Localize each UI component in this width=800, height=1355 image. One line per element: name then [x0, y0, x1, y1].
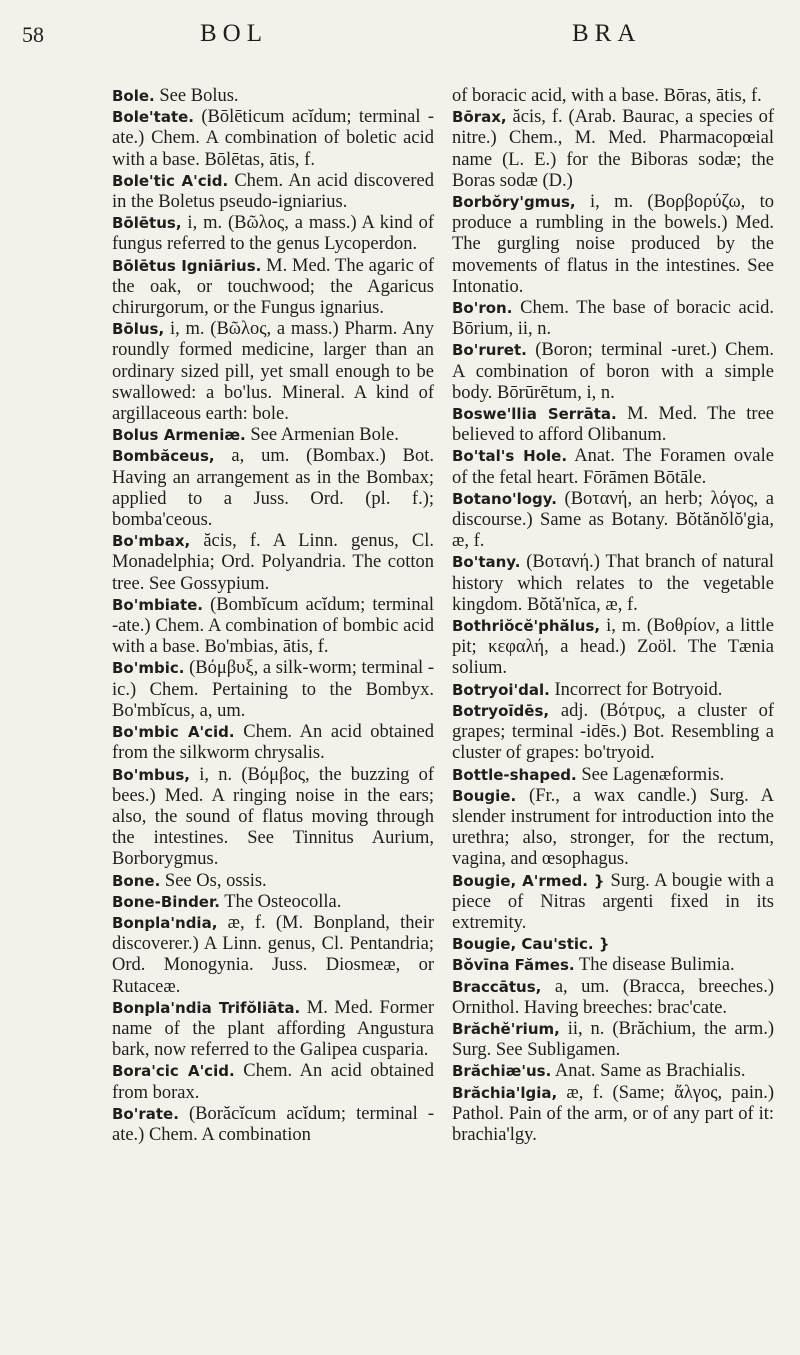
dictionary-entry	[112, 1104, 434, 1146]
entry-definition: æ, f. (M. Bonpland, their discoverer.) A Linn. genus, Cl. Pentandria; Ord. Monogynia. Juss. Diosmeæ, or Rutaceæ.	[112, 912, 434, 997]
entry-headword: Bone-Binder.	[112, 892, 220, 911]
entry-headword: Botryoīdēs,	[452, 701, 550, 720]
entry-headword: Borbŏry'gmus,	[452, 193, 576, 212]
entry-definition: (Bombĭcum acĭdum; terminal -ate.) Chem. A combination of bombic acid with a base. Bo'mbias, ātis, f.	[112, 594, 434, 658]
dictionary-entry	[452, 552, 774, 616]
dictionary-entry	[452, 86, 774, 107]
entry-definition: ăcis, f. A Linn. genus, Cl. Monadelphia; Ord. Polyandria. The cotton tree. See Gossypium.	[112, 531, 434, 594]
dictionary-entry	[112, 86, 434, 107]
dictionary-entry	[112, 871, 434, 892]
entry-definition: i, n. (Βόμβος, the buzzing of bees.) Med. A ringing noise in the ears; also, the sound of flatus moving through the intestines. See Tinnitus Aurium, Borborygmus.	[112, 764, 434, 870]
entry-headword: Bo'mbax,	[112, 532, 191, 551]
dictionary-entry	[452, 298, 774, 340]
entry-headword: Bōlētus,	[112, 214, 182, 233]
dictionary-entry	[452, 977, 774, 1019]
entry-headword: Brăchiæ'us.	[452, 1062, 552, 1081]
entry-definition: M. Med. Former name of the plant affording Angustura bark, now referred to the Galipea cusparia.	[112, 997, 435, 1061]
entry-headword: Bo'mbic A'cid.	[112, 723, 235, 742]
entry-definition: a, um. (Bracca, breeches.) Ornithol. Having breeches: brac'cate.	[452, 976, 774, 1018]
dictionary-entry	[112, 531, 434, 595]
dictionary-entry	[112, 446, 434, 531]
entry-headword: Bo'ron.	[452, 299, 513, 318]
entry-headword: Bōrax,	[452, 108, 507, 127]
entry-definition: of boracic acid, with a base. Bōras, ātis, f.	[452, 86, 762, 106]
entry-definition: ii, n. (Brăchium, the arm.) Surg. See Subligamen.	[452, 1018, 774, 1061]
entry-definition: M. Med. The tree believed to afford Olibanum.	[452, 404, 774, 446]
entry-definition: Incorrect for Botryoid.	[549, 679, 723, 700]
dictionary-entry	[452, 680, 774, 701]
entry-definition: (Βόμβυξ, a silk-worm; terminal -ic.) Chem. Pertaining to the Bombyx. Bo'mbĭcus, a, um.	[112, 658, 434, 721]
dictionary-entry	[112, 319, 434, 425]
entry-headword: Bo'tany.	[452, 553, 521, 572]
dictionary-entry	[112, 998, 434, 1062]
entry-definition: i, m. (Βορβορύζω, to produce a rumbling in the bowels.) Med. The gurgling noise produced by the movements of flatus in the intestines. See Intonatio.	[452, 192, 774, 297]
right-column	[452, 86, 774, 1146]
entry-definition: ăcis, f. (Arab. Baurac, a species of nitre.) Chem., M. Med. Pharmacopœial name (L. E.) for the Biboras sodæ; the Boras sodæ (D.)	[452, 107, 774, 191]
entry-definition: i, m. (Βῶλος, a mass.) Pharm. Any roundly formed medicine, larger than an ordinary sized pill, yet small enough to be swallowed: a bo'lus. Mineral. A kind of argillaceous earth: bole.	[112, 319, 434, 425]
entry-headword: Bōlētus Igniārius.	[112, 256, 262, 275]
dictionary-entry	[452, 1083, 774, 1147]
entry-headword: Bottle-shaped.	[452, 765, 577, 784]
dictionary-entry	[452, 955, 774, 976]
entry-headword: Boswe'llia Serrāta.	[452, 405, 617, 424]
dictionary-entry	[452, 489, 774, 553]
entry-definition: æ, f. (Same; ἄλγος, pain.) Pathol. Pain of the arm, or of any part of it: brachia'lgy.	[452, 1082, 774, 1145]
entry-definition: (Bōlēticum acĭdum; terminal -ate.) Chem. A combination of boletic acid with a base. Bōlētas, ātis, f.	[112, 107, 434, 170]
entry-definition: The disease Bulimia.	[574, 955, 735, 976]
dictionary-entry	[452, 192, 774, 298]
entry-headword: Botryoi'dal.	[452, 680, 550, 699]
left-guide-word: BOL	[200, 20, 268, 47]
dictionary-entry	[452, 871, 774, 935]
running-header	[0, 10, 800, 50]
dictionary-entry	[112, 722, 434, 764]
entry-headword: Botano'logy.	[452, 489, 557, 508]
entry-headword: Bonpla'ndia Trifŏliāta.	[112, 998, 301, 1017]
dictionary-entry	[112, 1061, 434, 1103]
entry-definition: (Βοτανή, an herb; λόγος, a discourse.) Same as Botany. Bŏtănŏlŏ'gia, æ, f.	[452, 488, 774, 552]
entry-headword: Bole'tate.	[112, 108, 194, 127]
dictionary-entry	[112, 171, 434, 213]
entry-headword: Bo'rate.	[112, 1104, 179, 1123]
entry-definition: The Osteocolla.	[219, 891, 342, 912]
entry-headword: Bolus Armeniæ.	[112, 426, 246, 445]
entry-headword: Bōlus,	[112, 320, 165, 339]
right-guide-word: BRA	[572, 20, 642, 47]
dictionary-entry	[452, 786, 774, 871]
entry-definition: M. Med. The agaric of the oak, or touchwood; the Agaricus chirurgorum, or the Fungus ignarius.	[112, 255, 434, 319]
dictionary-entry	[112, 892, 434, 913]
entry-definition: (Boron; terminal -uret.) Chem. A combination of boron with a simple body. Bōrūrētum, i, n.	[452, 340, 774, 403]
dictionary-entry	[452, 934, 774, 955]
entry-headword: Bougie, Cau'stic. }	[452, 935, 610, 954]
dictionary-entry	[452, 1061, 774, 1082]
entry-definition: See Bolus.	[154, 86, 239, 106]
entry-headword: Bo'mbic.	[112, 659, 185, 678]
entry-definition: (Borăcĭcum acĭdum; terminal -ate.) Chem. A combination	[112, 1103, 434, 1145]
entry-definition: Surg. A bougie with a piece of Nitras argenti fixed in its extremity.	[452, 870, 774, 933]
entry-headword: Brăchia'lgia,	[452, 1083, 558, 1102]
dictionary-entry	[112, 913, 434, 998]
entry-definition: See Os, ossis.	[160, 870, 267, 891]
entry-definition: See Armenian Bole.	[245, 425, 399, 446]
entry-definition: Chem. An acid obtained from borax.	[112, 1061, 435, 1103]
dictionary-entry	[112, 425, 434, 446]
entry-definition: Chem. An acid discovered in the Boletus pseudo-igniarius.	[112, 170, 434, 213]
entry-definition: i, m. (Βῶλος, a mass.) A kind of fungus referred to the genus Lycoperdon.	[112, 213, 434, 255]
entry-headword: Brăchĕ'rium,	[452, 1019, 560, 1038]
entry-headword: Bole.	[112, 87, 155, 105]
dictionary-entry	[112, 765, 434, 871]
entry-headword: Bo'mbiate.	[112, 595, 204, 614]
entry-definition: i, m. (Βοθρίον, a little pit; κεφαλή, a head.) Zoöl. The Tænia solium.	[452, 616, 774, 679]
entry-definition: See Lagenæformis.	[576, 764, 725, 785]
entry-headword: Bo'tal's Hole.	[452, 447, 568, 466]
dictionary-entry	[112, 256, 434, 320]
entry-headword: Bole'tic A'cid.	[112, 171, 229, 190]
dictionary-entry	[452, 1019, 774, 1061]
entry-definition: Chem. An acid obtained from the silkworm chrysalis.	[112, 722, 435, 764]
entry-headword: Bo'ruret.	[452, 341, 527, 360]
entry-definition: Chem. The base of boracic acid. Bōrium, ii, n.	[452, 298, 774, 340]
page-number: 58	[22, 22, 44, 47]
dictionary-entry	[452, 340, 774, 404]
entry-headword: Braccātus,	[452, 977, 542, 996]
entry-definition: Anat. Same as Brachialis.	[551, 1061, 746, 1082]
entry-definition: (Fr., a wax candle.) Surg. A slender instrument for introduction into the urethra; also, stronger, for the rectum, vagina, and œsophagus.	[452, 785, 774, 870]
dictionary-entry	[112, 107, 434, 171]
dictionary-entry	[452, 701, 774, 765]
entry-headword: Bougie, A'rmed. }	[452, 871, 611, 890]
entry-definition: Anat. The Foramen ovale of the fetal heart. Fōrāmen Bōtāle.	[452, 446, 774, 488]
dictionary-entry	[112, 213, 434, 255]
dictionary-entry	[452, 404, 774, 446]
entry-headword: Bora'cic A'cid.	[112, 1062, 235, 1081]
entry-headword: Bŏvīna Fămes.	[452, 956, 575, 975]
entry-headword: Bo'mbus,	[112, 765, 191, 784]
entry-headword: Bothriŏcĕ'phălus,	[452, 617, 601, 636]
entry-definition: a, um. (Bombax.) Bot. Having an arrangement as in the Bombax; applied to a Juss. Ord. (pl. f.); bomba'ceous.	[112, 446, 434, 531]
left-column	[112, 86, 434, 1146]
dictionary-entry	[112, 658, 434, 722]
entry-definition: (Βοτανή.) That branch of natural history which relates to the vegetable kingdom. Bŏtă'nĭca, æ, f.	[452, 552, 774, 615]
entry-definition: adj. (Βότρυς, a cluster of grapes; terminal -idēs.) Bot. Resembling a cluster of grapes: bo'tryoid.	[452, 700, 774, 764]
dictionary-entry	[452, 107, 774, 192]
dictionary-entry	[452, 446, 774, 488]
entry-headword: Bonpla'ndia,	[112, 913, 218, 932]
dictionary-entry	[112, 595, 434, 659]
dictionary-entry	[452, 616, 774, 680]
entry-headword: Bombăceus,	[112, 447, 215, 466]
entry-headword: Bougie.	[452, 786, 517, 805]
dictionary-entry	[452, 765, 774, 786]
entry-headword: Bone.	[112, 871, 161, 890]
